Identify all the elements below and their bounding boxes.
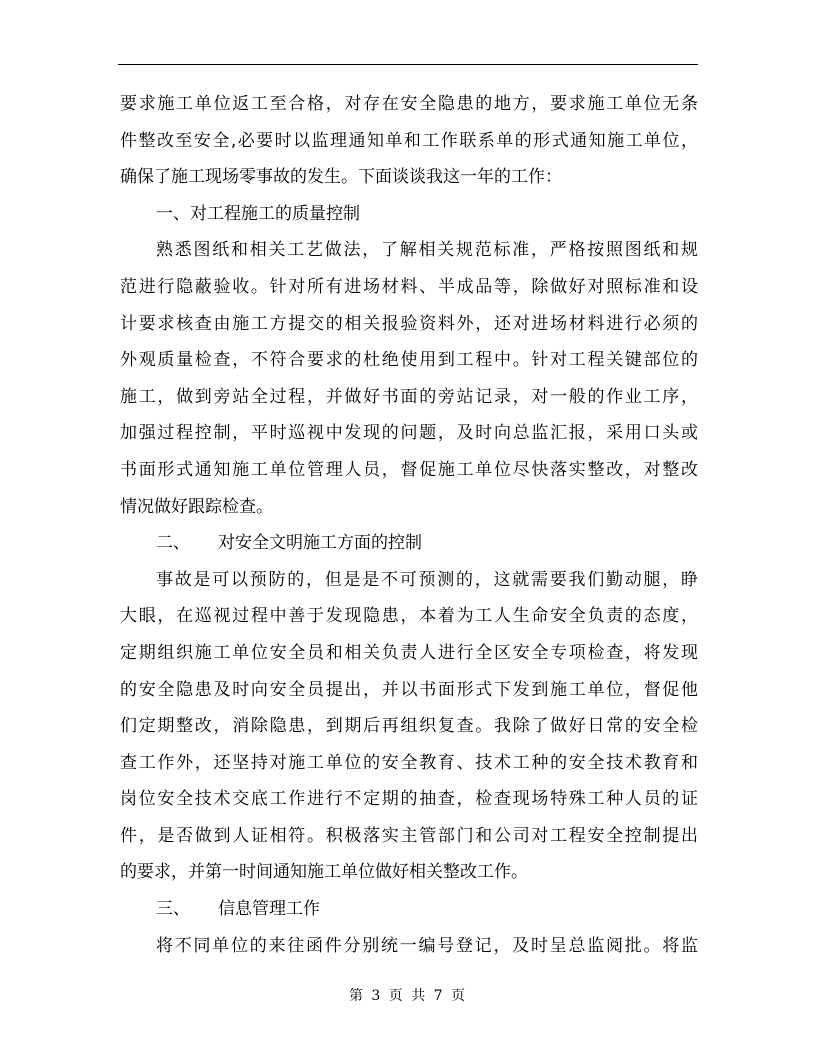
document-body — [120, 86, 698, 964]
section-heading-text: 信息管理工作 — [218, 899, 320, 920]
section-heading-text: 对安全文明施工方面的控制 — [218, 533, 422, 554]
section-heading-safety — [120, 525, 698, 562]
section-heading-info — [120, 891, 698, 928]
body-line: 要求施工单位返工至合格，对存在安全隐患的地方，要求施工单位无条 — [120, 94, 698, 114]
paragraph-line: 岗位安全技术交底工作进行不定期的抽查，检查现场特殊工种人员的证 — [120, 789, 698, 810]
section-heading-number: 三、 — [156, 899, 190, 920]
paragraph-line: 的安全隐患及时向安全员提出，并以书面形式下发到施工单位，督促他 — [120, 679, 698, 700]
paragraph-line: 将不同单位的来往函件分别统一编号登记，及时呈总监阅批。将监 — [156, 935, 698, 956]
paragraph-line: 查工作外，还坚持对施工单位的安全教育、技术工种的安全技术教育和 — [120, 752, 698, 773]
paragraph-line: 熟悉图纸和相关工艺做法，了解相关规范标准，严格按照图纸和规 — [156, 240, 698, 261]
paragraph-line: 定期组织施工单位安全员和相关负责人进行全区安全专项检查，将发现 — [120, 642, 698, 663]
section-heading-number: 二、 — [156, 533, 190, 554]
paragraph-line: 计要求核查由施工方提交的相关报验资料外，还对进场材料进行必须的 — [120, 313, 698, 334]
paragraph-line: 大眼，在巡视过程中善于发现隐患，本着为工人生命安全负责的态度， — [120, 606, 698, 627]
paragraph-line: 件，是否做到人证相符。积极落实主管部门和公司对工程安全控制提出 — [120, 825, 698, 846]
paragraph-line: 的要求，并第一时间通知施工单位做好相关整改工作。 — [120, 862, 528, 883]
paragraph-line: 范进行隐蔽验收。针对所有进场材料、半成品等，除做好对照标准和设 — [120, 276, 698, 297]
paragraph-line: 施工，做到旁站全过程，并做好书面的旁站记录，对一般的作业工序， — [120, 386, 698, 407]
paragraph-line: 情况做好跟踪检查。 — [120, 496, 273, 517]
body-line: 确保了施工现场零事故的发生。下面谈谈我这一年的工作： — [120, 167, 562, 188]
paragraph-line: 事故是可以预防的，但是是不可预测的，这就需要我们勤动腿，睁 — [156, 569, 698, 590]
paragraph-line: 外观质量检查，不符合要求的杜绝使用到工程中。针对工程关键部位的 — [120, 350, 698, 371]
page-number-footer: 第 3 页 共 7 页 — [348, 988, 468, 1004]
header-rule — [118, 64, 698, 65]
paragraph-line: 加强过程控制，平时巡视中发现的问题，及时向总监汇报，采用口头或 — [120, 423, 698, 444]
section-heading-quality: 一、对工程施工的质量控制 — [156, 203, 360, 224]
paragraph-line: 们定期整改，消除隐患，到期后再组织复查。我除了做好日常的安全检 — [120, 716, 698, 737]
body-line: 件整改至安全,必要时以监理通知单和工作联系单的形式通知施工单位， — [120, 130, 698, 151]
paragraph-line: 书面形式通知施工单位管理人员，督促施工单位尽快落实整改，对整改 — [120, 459, 698, 480]
